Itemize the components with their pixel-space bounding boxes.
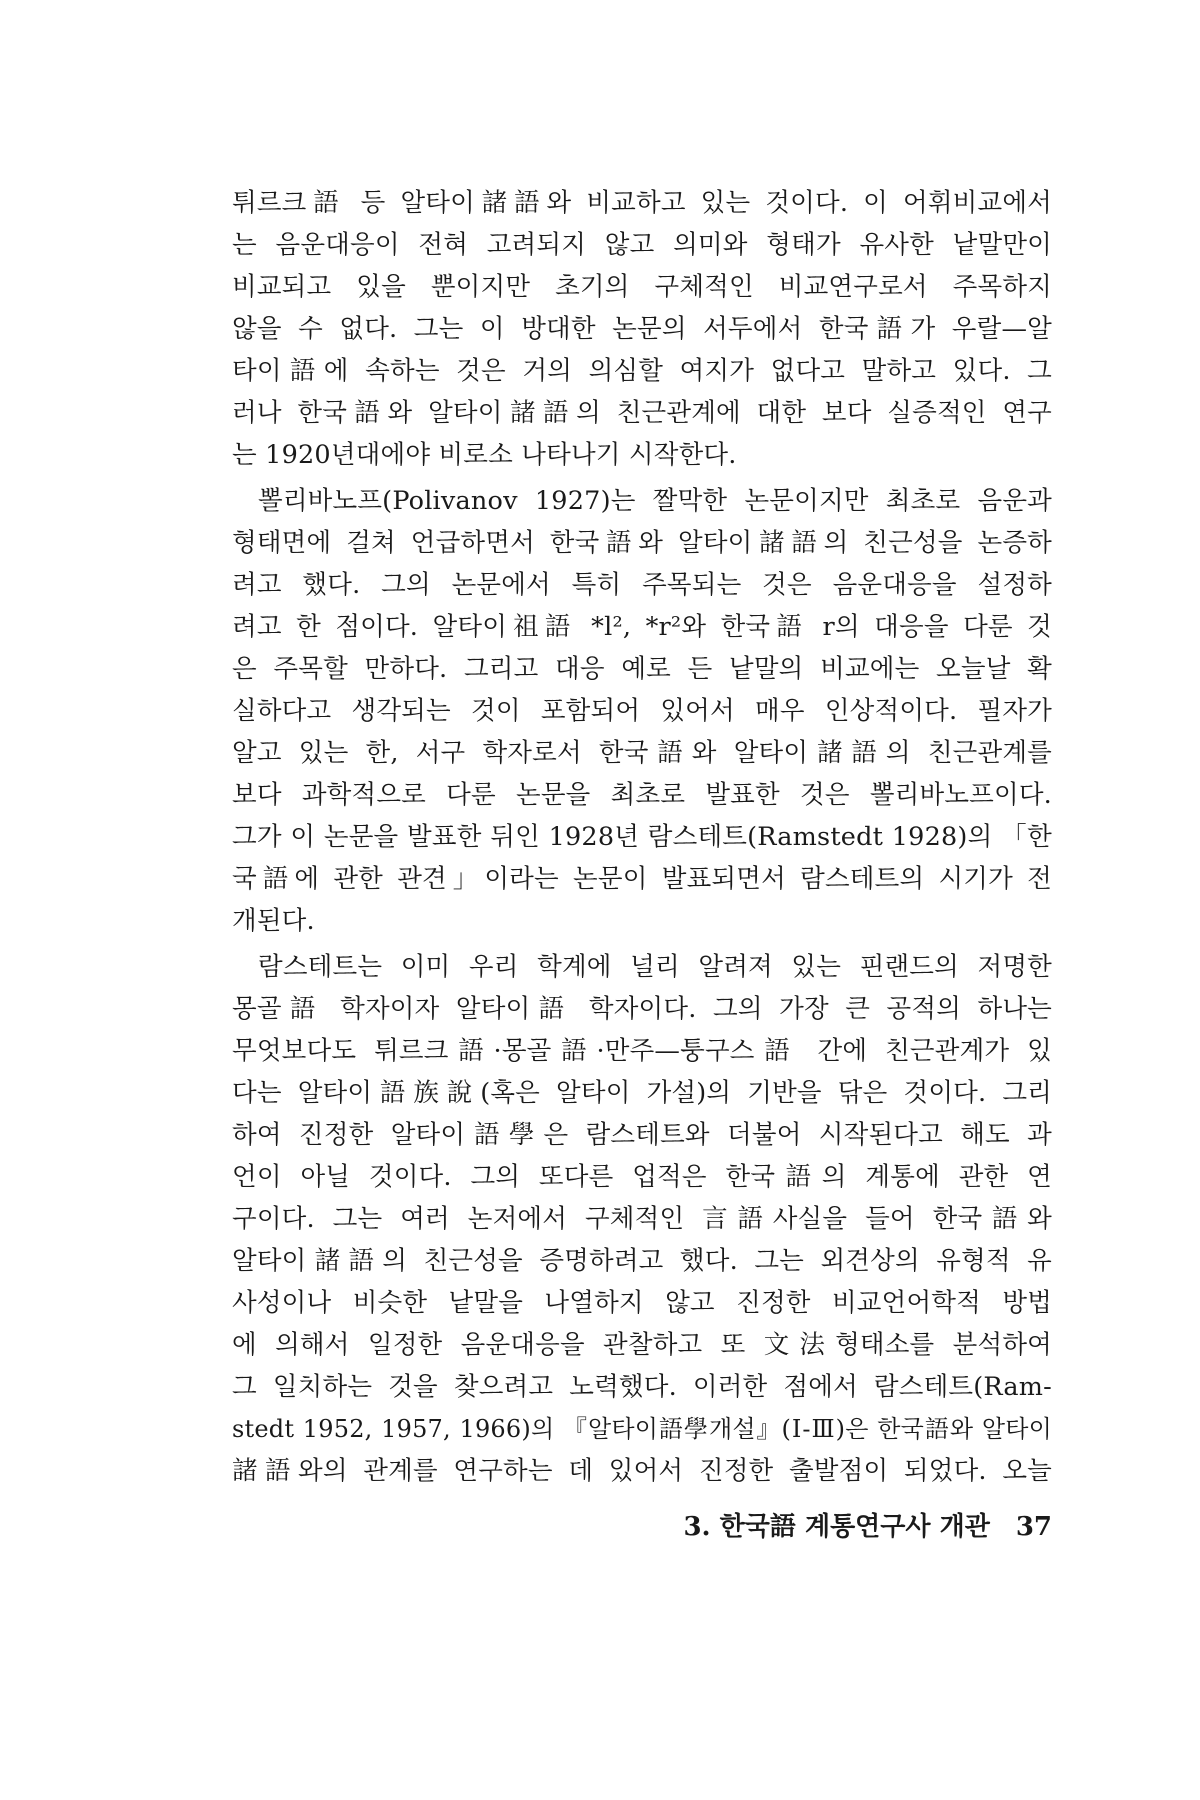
text-line: 알타이諸語의 친근성을 증명하려고 했다. 그는 외견상의 유형적 유 [232, 1246, 1052, 1276]
text-line: 은 주목할 만하다. 그리고 대응 예로 든 낱말의 비교에는 오늘날 확 [232, 654, 1052, 684]
text-line: 몽골語 학자이자 알타이語 학자이다. 그의 가장 큰 공적의 하나는 [232, 994, 1052, 1024]
text-line: 뽈리바노프(Polivanov 1927)는 짤막한 논문이지만 최초로 음운과 [258, 486, 1052, 516]
text-line: 구이다. 그는 여러 논저에서 구체적인 言語사실을 들어 한국語와 [232, 1204, 1052, 1234]
text-line: 에 의해서 일정한 음운대응을 관찰하고 또 文法형태소를 분석하여 [232, 1330, 1052, 1360]
text-line: 실하다고 생각되는 것이 포함되어 있어서 매우 인상적이다. 필자가 [232, 696, 1052, 726]
text-line: 는 1920년대에야 비로소 나타나기 시작한다. [232, 440, 737, 470]
text-line: stedt 1952, 1957, 1966)의 『알타이語學개설』(Ⅰ-Ⅲ)은 한국語와 알타이 [232, 1415, 1052, 1443]
text-line: 諸語와의 관계를 연구하는 데 있어서 진정한 출발점이 되었다. 오늘 [232, 1456, 1052, 1486]
text-line: 그 일치하는 것을 찾으려고 노력했다. 이러한 점에서 람스테트(Ram- [232, 1372, 1052, 1402]
text-line: 하여 진정한 알타이語學은 람스테트와 더불어 시작된다고 해도 과 [232, 1120, 1052, 1150]
paragraph [232, 182, 1052, 476]
running-chapter-title: 3. 한국語 계통연구사 개관 [683, 1512, 990, 1542]
text-line: 려고 한 점이다. 알타이祖語 *l², *r²와 한국語 r의 대응을 다룬 것 [232, 612, 1052, 642]
text-line: 러나 한국語와 알타이諸語의 친근관계에 대한 보다 실증적인 연구 [232, 398, 1052, 428]
text-line: 알고 있는 한, 서구 학자로서 한국語와 알타이諸語의 친근관계를 [232, 738, 1052, 768]
text-line: 개된다. [232, 906, 315, 936]
text-line: 언이 아닐 것이다. 그의 또다른 업적은 한국語의 계통에 관한 연 [232, 1162, 1052, 1192]
text-line: 사성이나 비슷한 낱말을 나열하지 않고 진정한 비교언어학적 방법 [232, 1288, 1052, 1318]
paragraph [232, 480, 1052, 942]
page-footer [683, 1507, 1052, 1547]
text-line: 는 음운대응이 전혀 고려되지 않고 의미와 형태가 유사한 낱말만이 [232, 230, 1052, 260]
text-line: 않을 수 없다. 그는 이 방대한 논문의 서두에서 한국語가 우랄—알 [232, 314, 1052, 344]
text-line: 형태면에 걸쳐 언급하면서 한국語와 알타이諸語의 친근성을 논증하 [232, 528, 1052, 558]
body-text [232, 182, 1052, 1492]
text-line: 보다 과학적으로 다룬 논문을 최초로 발표한 것은 뽈리바노프이다. [232, 780, 1052, 810]
text-line: 비교되고 있을 뿐이지만 초기의 구체적인 비교연구로서 주목하지 [232, 272, 1052, 302]
text-line: 튀르크語 등 알타이諸語와 비교하고 있는 것이다. 이 어휘비교에서 [232, 188, 1052, 218]
page-number: 37 [1015, 1512, 1052, 1542]
text-line: 람스테트는 이미 우리 학계에 널리 알려져 있는 핀랜드의 저명한 [258, 952, 1052, 982]
text-line: 무엇보다도 튀르크語·몽골語·만주—퉁구스語 간에 친근관계가 있 [232, 1036, 1052, 1066]
text-line: 국語에 관한 관견」이라는 논문이 발표되면서 람스테트의 시기가 전 [232, 864, 1052, 894]
text-line: 그가 이 논문을 발표한 뒤인 1928년 람스테트(Ramstedt 1928)의 「한 [232, 822, 1052, 852]
text-line: 타이語에 속하는 것은 거의 의심할 여지가 없다고 말하고 있다. 그 [232, 356, 1052, 386]
paragraph [232, 946, 1052, 1492]
text-line: 려고 했다. 그의 논문에서 특히 주목되는 것은 음운대응을 설정하 [232, 570, 1052, 600]
text-line: 다는 알타이語族說(혹은 알타이 가설)의 기반을 닦은 것이다. 그리 [232, 1078, 1052, 1108]
